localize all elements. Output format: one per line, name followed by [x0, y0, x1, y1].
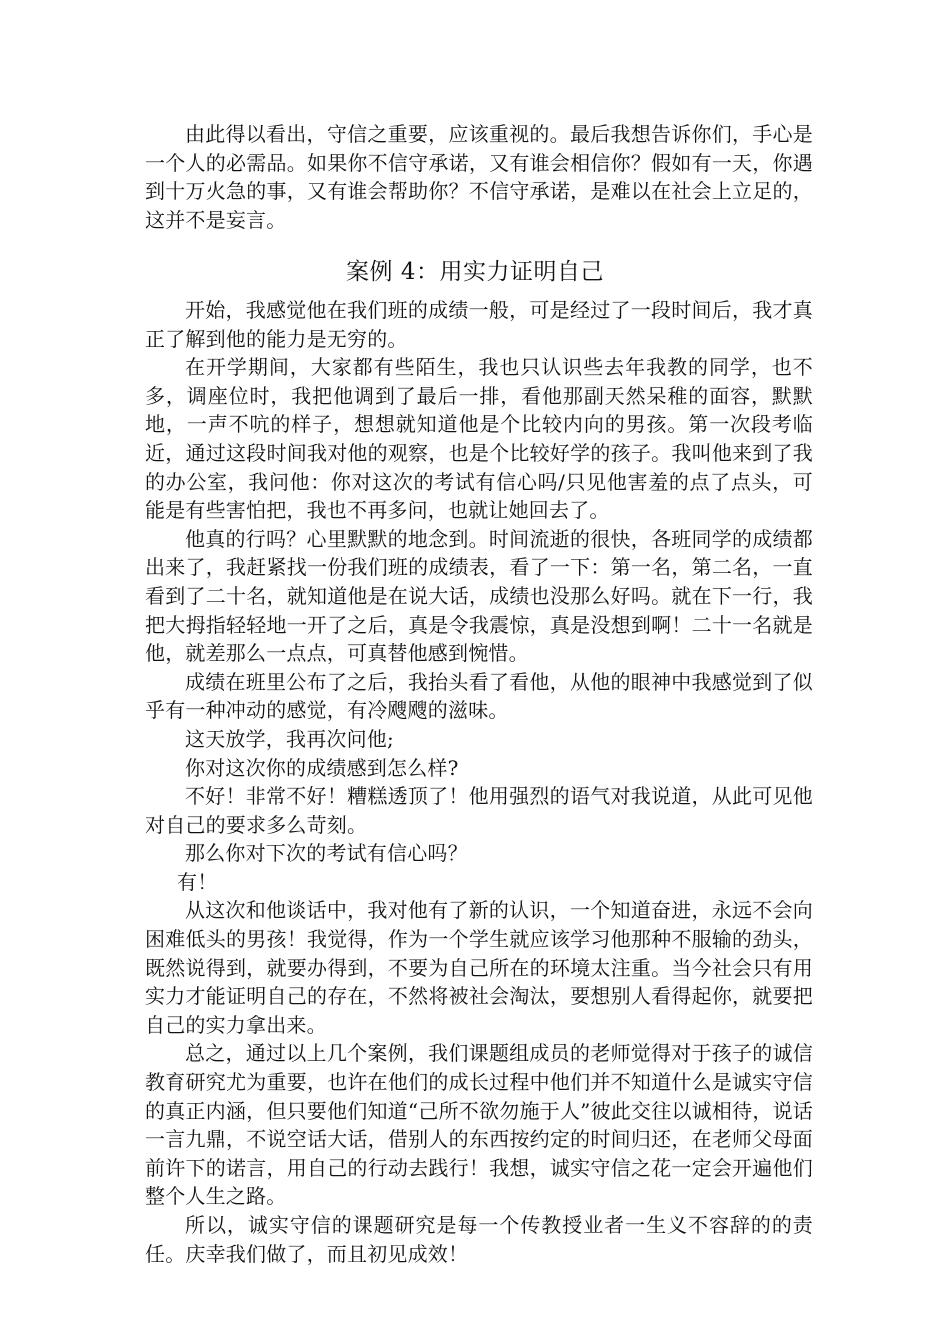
- paragraph-10: 从这次和他谈话中，我对他有了新的认识，一个知道奋进，永远不会向困难低头的男孩！我觉得，作为一个学生就应该学习他那种不服输的劲头，既然说得到，就要办得到，不要为自己所在的环境太注重。当今社会只有用实力才能证明自己的存在，不然将被社会淘汰，要想别人看得起你，就要把自己的实力拿出来。: [145, 898, 813, 1037]
- intro-text-block: [145, 120, 813, 234]
- paragraph-9: 有！: [177, 869, 218, 894]
- paragraph-12: 所以，诚实守信的课题研究是每一个传教授业者一生义不容辞的的责任。庆幸我们做了，而且初见成效！: [145, 1213, 813, 1266]
- section-title: 案例 4：用实力证明自己: [346, 259, 604, 285]
- paragraph-8: 那么你对下次的考试有信心吗？: [185, 841, 468, 866]
- paragraph-1: 开始，我感觉他在我们班的成绩一般，可是经过了一段时间后，我才真正了解到他的能力是无穷的。: [145, 298, 813, 351]
- paragraph-3: 他真的行吗？心里默默的地念到。时间流逝的很快，各班同学的成绩都出来了，我赶紧找一份我们班的成绩表，看了一下：第一名，第二名，一直看到了二十名，就知道他是在说大话，成绩也没那么好吗。就在下一行，我把大拇指轻轻地一开了之后，真是令我震惊，真是没想到啊！二十一名就是他，就差那么一点点，可真替他感到惋惜。: [145, 526, 813, 666]
- paragraph-7: 不好！非常不好！糟糕透顶了！他用强烈的语气对我说道，从此可见他对自己的要求多么苛刻。: [145, 784, 813, 837]
- paragraph-11: 总之，通过以上几个案例，我们课题组成员的老师觉得对于孩子的诚信教育研究尤为重要，也许在他们的成长过程中他们并不知道什么是诚实守信的真正内涵，但只要他们知道“己所不欲勿施于人”彼此交往以诚相待，说话一言九鼎，不说空话大话，借别人的东西按约定的时间归还，在老师父母面前许下的诺言，用自己的行动去践行！我想，诚实守信之花一定会开遍他们整个人生之路。: [145, 1041, 813, 1209]
- case-text-block: [145, 296, 813, 1268]
- paragraph-2: 在开学期间，大家都有些陌生，我也只认识些去年我教的同学，也不多，调座位时，我把他调到了最后一排，看他那副天然呆稚的面容，默默地，一声不吭的样子，想想就知道他是个比较内向的男孩。第一次段考临近，通过这段时间我对他的观察，也是个比较好学的孩子。我叫他来到了我的办公室，我问他：你对这次的考试有信心吗/只见他害羞的点了点头，可能是有些害怕把，我也不再多问，也就让她回去了。: [145, 355, 813, 523]
- paragraph-4: 成绩在班里公布了之后，我抬头看了看他，从他的眼神中我感觉到了似乎有一种冲动的感觉，有冷飕飕的滋味。: [145, 669, 813, 723]
- intro-paragraph: 由此得以看出，守信之重要，应该重视的。最后我想告诉你们，手心是一个人的必需品。如果你不信守承诺，又有谁会相信你？假如有一天，你遇到十万火急的事，又有谁会帮助你？不信守承诺，是难以在社会上立足的，这并不是妄言。: [145, 122, 813, 232]
- paragraph-5: 这天放学，我再次问他;: [185, 726, 394, 751]
- paragraph-6: 你对这次你的成绩感到怎么样?: [185, 755, 459, 780]
